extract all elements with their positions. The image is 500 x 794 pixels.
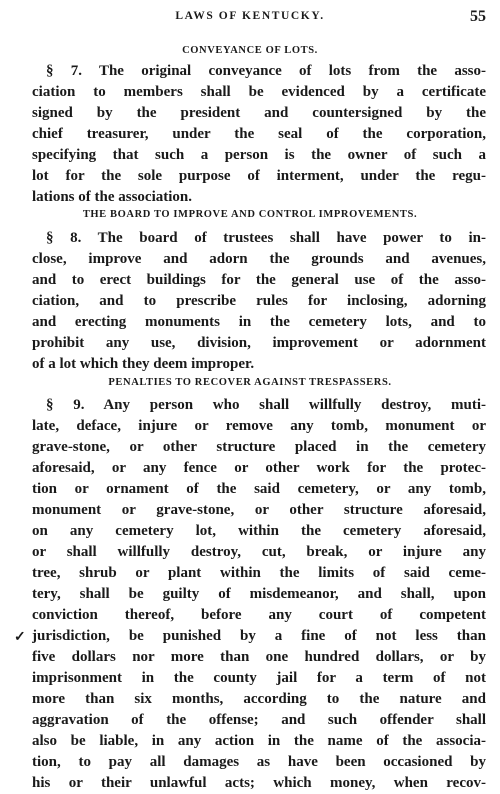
text-line: § 9. Any person who shall willfully destroy, muti-: [46, 397, 486, 413]
text-line: jurisdiction, be punished by a fine of not less than: [32, 628, 486, 644]
page-number: 55: [470, 8, 486, 25]
text-line: grave-stone, or other structure placed in the cemetery: [32, 439, 486, 455]
section-heading-conveyance: CONVEYANCE OF LOTS.: [182, 45, 318, 56]
section-paragraph-7: [32, 61, 486, 208]
section-heading-penalties: PENALTIES TO RECOVER AGAINST TRESPASSERS.: [108, 377, 392, 388]
text-line: imprisonment in the county jail for a term of not: [32, 670, 486, 686]
text-line: five dollars nor more than one hundred dollars, or by: [32, 649, 486, 665]
text-line: tree, shrub or plant within the limits of said ceme-: [32, 565, 486, 581]
section-paragraph-9: [32, 395, 486, 794]
running-head: [0, 8, 500, 32]
text-line: late, deface, injure or remove any tomb, monument or: [32, 418, 486, 434]
text-line: tion, to pay all damages as have been occasioned by: [32, 754, 486, 770]
text-line: and to erect buildings for the general use of the asso-: [32, 272, 486, 288]
text-line: § 8. The board of trustees shall have power to in-: [46, 230, 486, 246]
text-line: signed by the president and countersigned by the: [32, 105, 486, 121]
text-line: conviction thereof, before any court of competent: [32, 607, 486, 623]
text-line: aggravation of the offense; and such offender shall: [32, 712, 486, 728]
text-line: close, improve and adorn the grounds and avenues,: [32, 251, 486, 267]
text-line: lot for the sole purpose of interment, under the regu-: [32, 168, 486, 184]
text-line: tion or ornament of the said cemetery, or any tomb,: [32, 481, 486, 497]
text-line: tery, shall be guilty of misdemeanor, and shall, upon: [32, 586, 486, 602]
text-line: or shall willfully destroy, cut, break, or injure any: [32, 544, 486, 560]
text-line: chief treasurer, under the seal of the corporation,: [32, 126, 486, 142]
text-line: § 7. The original conveyance of lots from the asso-: [46, 63, 486, 79]
section-paragraph-8: [32, 228, 486, 375]
text-line: more than six months, according to the nature and: [32, 691, 486, 707]
text-line: specifying that such a person is the owner of such a: [32, 147, 486, 163]
text-line: also be liable, in any action in the name of the associa-: [32, 733, 486, 749]
text-line: monument or grave-stone, or other structure aforesaid,: [32, 502, 486, 518]
margin-check-mark: ✓: [14, 630, 26, 645]
text-line: his or their unlawful acts; which money, when recov-: [32, 775, 486, 791]
text-line: lations of the association.: [32, 189, 193, 205]
text-line: ciation, and to prescribe rules for inclosing, adorning: [32, 293, 486, 309]
section-heading-board: THE BOARD TO IMPROVE AND CONTROL IMPROVEMENTS.: [82, 209, 418, 220]
text-line: ciation to members shall be evidenced by a certificate: [32, 84, 486, 100]
text-line: on any cemetery lot, within the cemetery aforesaid,: [32, 523, 486, 539]
text-line: and erecting monuments in the cemetery lots, and to: [32, 314, 486, 330]
text-line: of a lot which they deem improper.: [32, 356, 255, 372]
text-line: aforesaid, or any fence or other work for the protec-: [32, 460, 486, 476]
running-title: LAWS OF KENTUCKY.: [175, 10, 325, 22]
text-line: prohibit any use, division, improvement or adornment: [32, 335, 486, 351]
